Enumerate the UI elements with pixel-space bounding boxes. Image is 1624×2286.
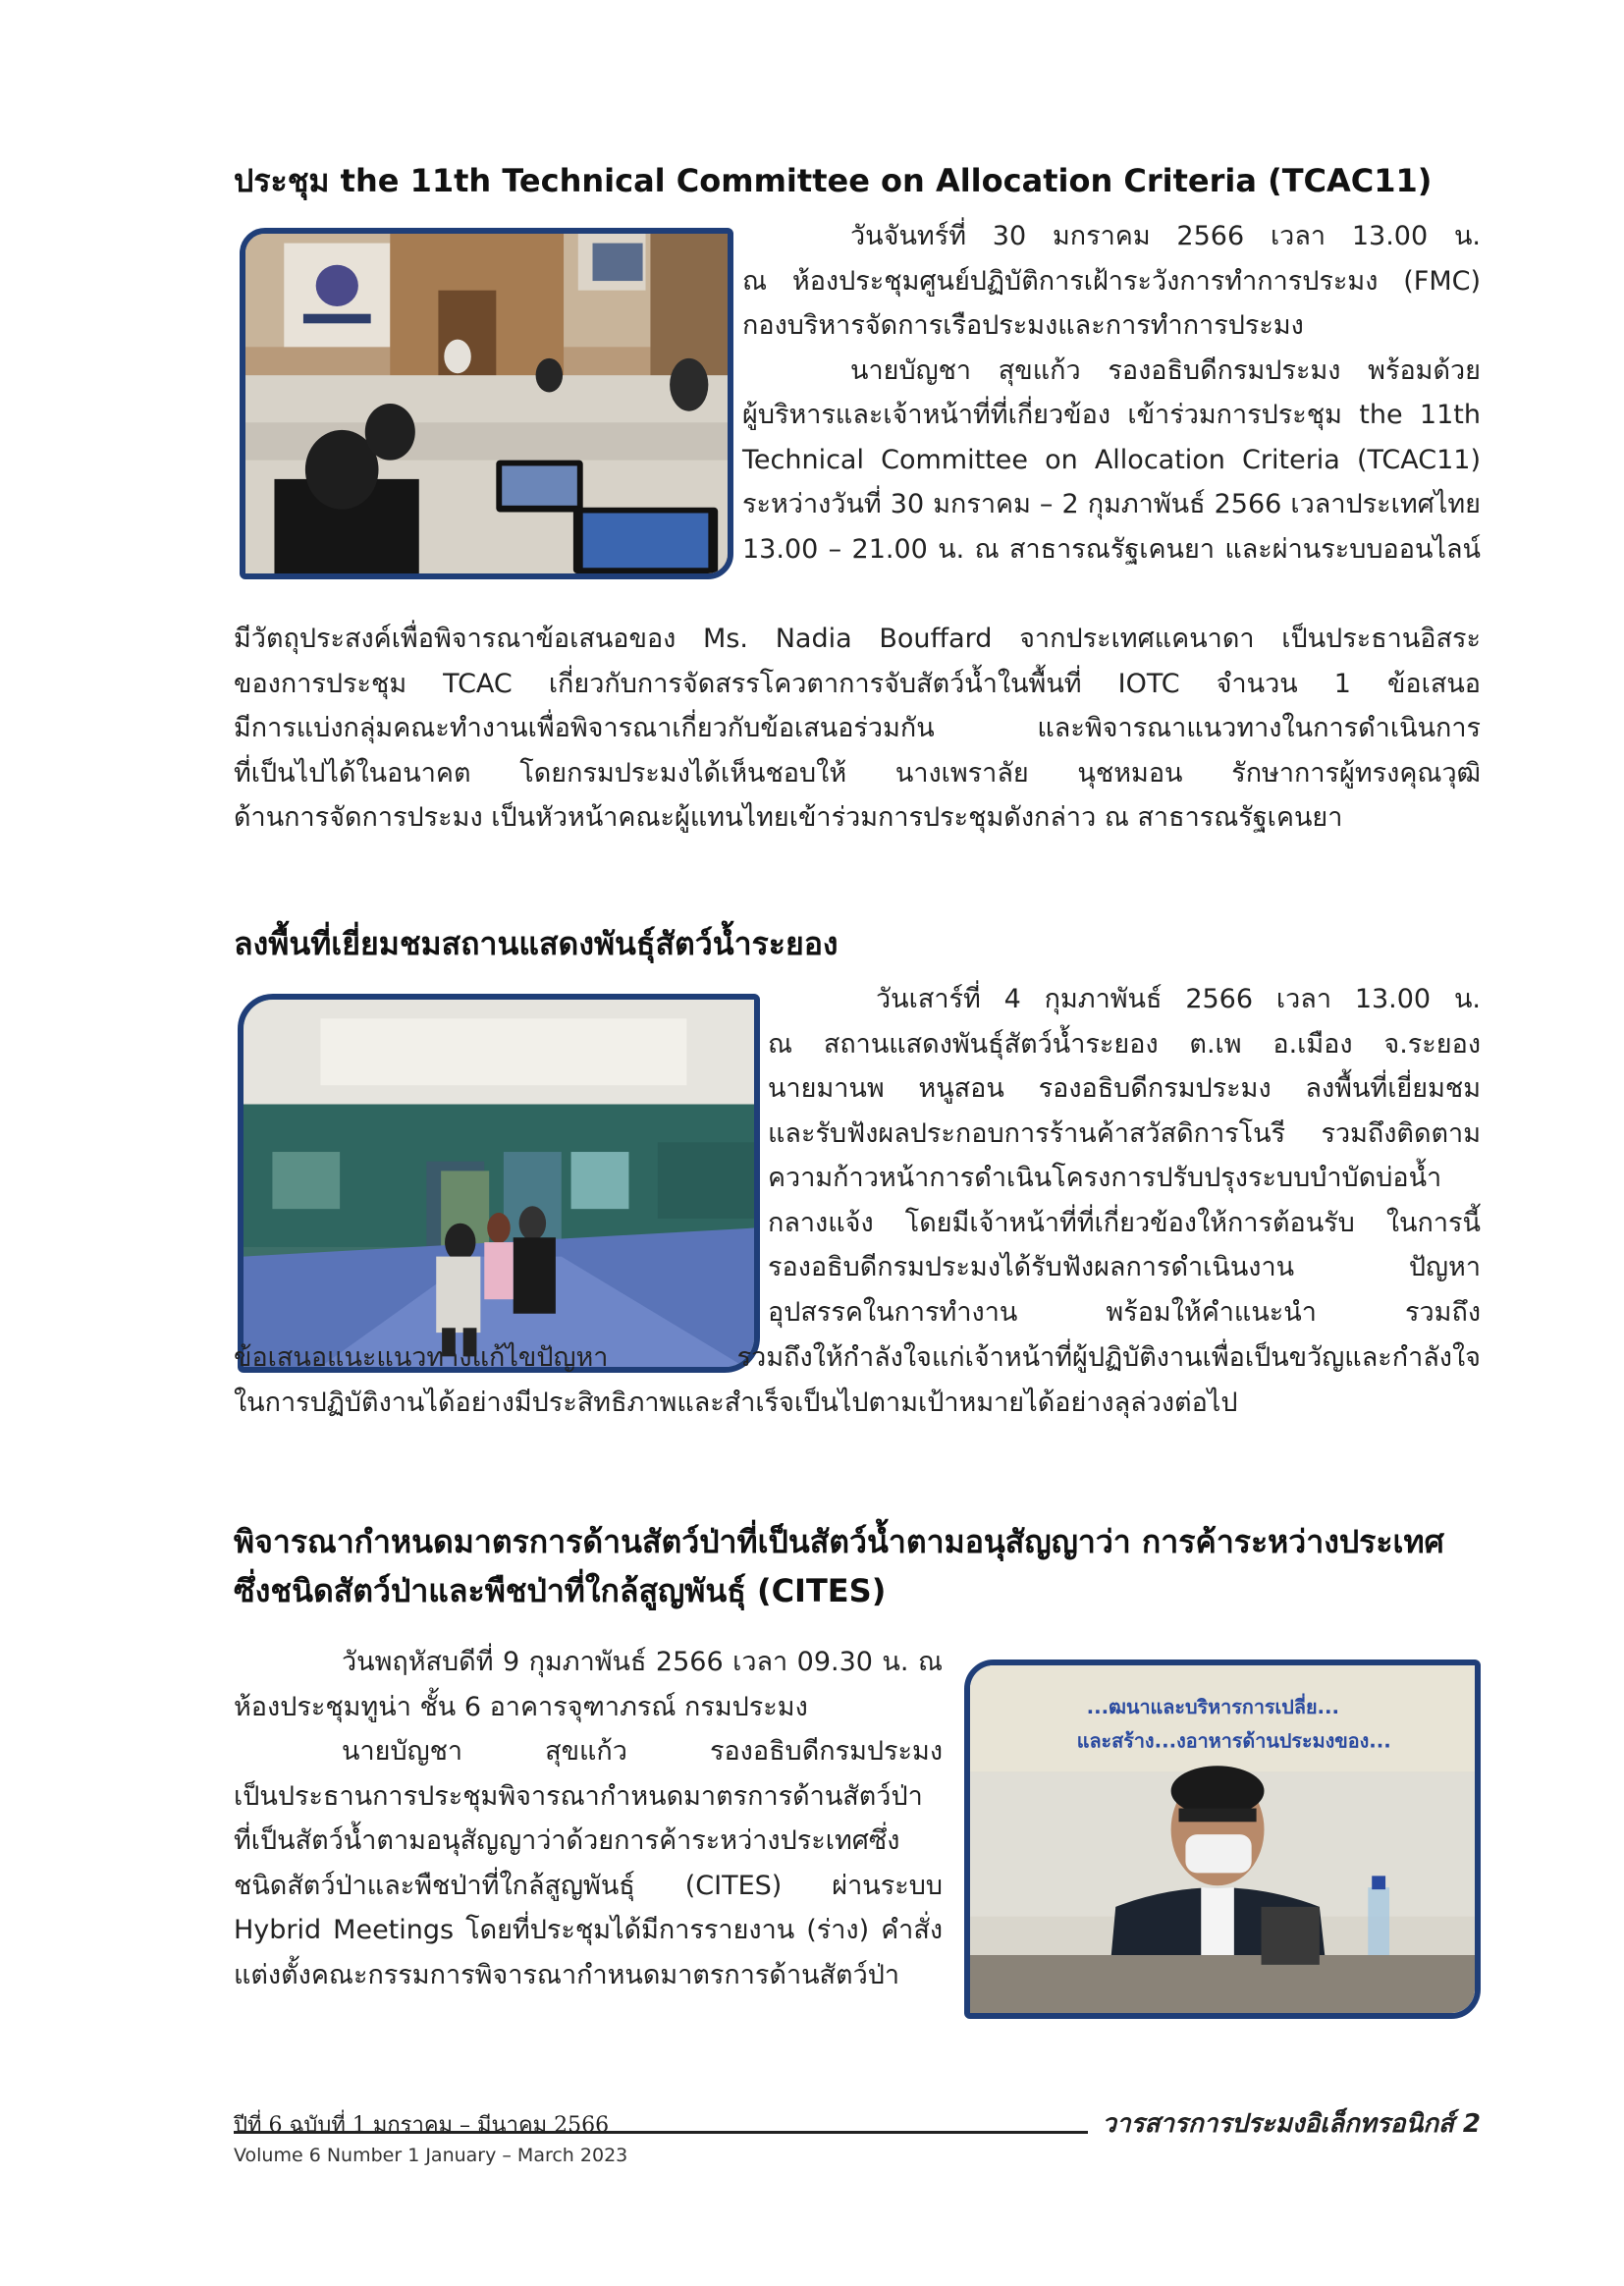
section-heading-rayong: ลงพื้นที่เยี่ยมชมสถานแสดงพันธุ์สัตว์น้ำระยอง bbox=[234, 925, 839, 962]
text-line: นายบัญชา สุขแก้ว รองอธิบดีกรมประมง พร้อมด้วย bbox=[850, 354, 1481, 386]
page-number: 2 bbox=[1462, 2109, 1481, 2139]
text-line: ผู้บริหารและเจ้าหน้าที่ที่เกี่ยวข้อง เข้าร่วมการประชุม the 11th bbox=[742, 400, 1481, 430]
section-heading-tcac11: ประชุม the 11th Technical Committee on Allocation Criteria (TCAC11) bbox=[234, 162, 1433, 199]
footer-issue-english: Volume 6 Number 1 January – March 2023 bbox=[234, 2145, 628, 2166]
footer-journal-title bbox=[1088, 2103, 1481, 2144]
text-line: ข้อเสนอแนะแนวทางแก้ไขปัญหา รวมถึงให้กำลังใจแก่เจ้าหน้าที่ผู้ปฏิบัติงานเพื่อเป็นขวัญและกำลังใจ bbox=[234, 1342, 1481, 1373]
text-line: อุปสรรคในการทำงาน พร้อมให้คำแนะนำ รวมถึง bbox=[768, 1296, 1481, 1328]
footer-issue-thai: ปีที่ 6 ฉบับที่ 1 มกราคม – มีนาคม 2566 bbox=[234, 2113, 610, 2138]
speaker-illustration bbox=[970, 1665, 1475, 2013]
section2-full-text bbox=[234, 1335, 1481, 1425]
text-line: กลางแจ้ง โดยมีเจ้าหน้าที่ที่เกี่ยวข้องให้การต้อนรับ ในการนี้ bbox=[768, 1207, 1481, 1238]
text-line: ณ สถานแสดงพันธุ์สัตว์น้ำระยอง ต.เพ อ.เมือง จ.ระยอง bbox=[768, 1028, 1481, 1060]
aquarium-photo bbox=[238, 994, 760, 1373]
text-line: ความก้าวหน้าการดำเนินโครงการปรับปรุงระบบบำบัดบ่อน้ำ bbox=[768, 1163, 1442, 1193]
text-line: วันพฤหัสบดีที่ 9 กุมภาพันธ์ 2566 เวลา 09.30 น. ณ bbox=[342, 1647, 943, 1677]
text-line: และรับฟังผลประกอบการร้านค้าสวัสดิการโนรี รวมถึงติดตาม bbox=[768, 1117, 1481, 1149]
text-line: ในการปฏิบัติงานได้อย่างมีประสิทธิภาพและสำเร็จเป็นไปตามเป้าหมายได้อย่างลุล่วงต่อไป bbox=[234, 1387, 1238, 1418]
banner-text-2: และสร้าง...งอาหารด้านประมงของ... bbox=[1076, 1729, 1391, 1753]
text-line: 13.00 – 21.00 น. ณ สาธารณรัฐเคนยา และผ่านระบบออนไลน์ bbox=[742, 533, 1481, 565]
text-line: วันจันทร์ที่ 30 มกราคม 2566 เวลา 13.00 น. bbox=[850, 221, 1481, 251]
section3-wrap-text bbox=[234, 1640, 943, 1997]
banner-text-1: ...ฒนาและบริหารการเปลี่ย... bbox=[1086, 1696, 1340, 1719]
text-line: วันเสาร์ที่ 4 กุมภาพันธ์ 2566 เวลา 13.00 น. bbox=[876, 984, 1481, 1014]
text-line: ณ ห้องประชุมศูนย์ปฏิบัติการเฝ้าระวังการทำการประมง (FMC) bbox=[742, 265, 1481, 297]
text-line: เป็นประธานการประชุมพิจารณากำหนดมาตรการด้านสัตว์ป่า bbox=[234, 1780, 923, 1812]
text-line: รองอธิบดีกรมประมงได้รับฟังผลการดำเนินงาน ปัญหา bbox=[768, 1252, 1481, 1282]
meeting-room-illustration bbox=[245, 234, 728, 573]
text-line: ของการประชุม TCAC เกี่ยวกับการจัดสรรโควตาการจับสัตว์น้ำในพื้นที่ IOTC จำนวน 1 ข้อเสนอ bbox=[234, 668, 1481, 699]
text-line: ห้องประชุมทูน่า ชั้น 6 อาคารจุฑาภรณ์ กรมประมง bbox=[234, 1691, 808, 1722]
text-line: นายมานพ หนูสอน รองอธิบดีกรมประมง ลงพื้นที่เยี่ยมชม bbox=[768, 1073, 1481, 1104]
cites-meeting-photo bbox=[964, 1660, 1481, 2019]
text-line: มีการแบ่งกลุ่มคณะทำงานเพื่อพิจารณาเกี่ยวกับข้อเสนอร่วมกัน และพิจารณาแนวทางในการดำเนินการ bbox=[234, 713, 1481, 743]
text-line: ที่เป็นไปได้ในอนาคต โดยกรมประมงได้เห็นชอบให้ นางเพราลัย นุชหมอน รักษาการผู้ทรงคุณวุฒิ bbox=[234, 757, 1481, 789]
meeting-photo bbox=[240, 228, 733, 579]
text-line: กองบริหารจัดการเรือประมงและการทำการประมง bbox=[742, 310, 1304, 341]
text-line: Technical Committee on Allocation Criteria (TCAC11) bbox=[742, 444, 1481, 475]
text-line: นายบัญชา สุขแก้ว รองอธิบดีกรมประมง bbox=[342, 1736, 943, 1767]
text-line: แต่งตั้งคณะกรรมการพิจารณากำหนดมาตรการด้านสัตว์ป่า bbox=[234, 1959, 900, 1990]
text-line: ที่เป็นสัตว์น้ำตามอนุสัญญาว่าด้วยการค้าระหว่างประเทศซึ่ง bbox=[234, 1825, 900, 1856]
text-line: มีวัตถุประสงค์เพื่อพิจารณาข้อเสนอของ Ms. Nadia Bouffard จากประเทศแคนาดา เป็นประธานอิสระ bbox=[234, 624, 1481, 654]
section1-full-text bbox=[234, 617, 1481, 841]
section1-wrap-text bbox=[742, 214, 1481, 572]
text-line: ชนิดสัตว์ป่าและพืชป่าที่ใกล้สูญพันธุ์ (CITES) ผ่านระบบ bbox=[234, 1870, 943, 1901]
section2-wrap-text bbox=[768, 977, 1481, 1334]
aquarium-illustration bbox=[244, 1000, 754, 1367]
text-line: Hybrid Meetings โดยที่ประชุมได้มีการรายงาน (ร่าง) คำสั่ง bbox=[234, 1915, 943, 1945]
text-line: ด้านการจัดการประมง เป็นหัวหน้าคณะผู้แทนไทยเข้าร่วมการประชุมดังกล่าว ณ สาธารณรัฐเคนยา bbox=[234, 802, 1343, 833]
journal-name: วารสารการประมงอิเล็กทรอนิกส์ bbox=[1102, 2109, 1454, 2139]
text-line: ระหว่างวันที่ 30 มกราคม – 2 กุมภาพันธ์ 2566 เวลาประเทศไทย bbox=[742, 489, 1481, 519]
section-heading-cites-1: พิจารณากำหนดมาตรการด้านสัตว์ป่าที่เป็นสัตว์น้ำตามอนุสัญญาว่า การค้าระหว่างประเทศ bbox=[234, 1523, 1444, 1560]
section-heading-cites-2: ซึ่งชนิดสัตว์ป่าและพืชป่าที่ใกล้สูญพันธุ์ (CITES) bbox=[234, 1572, 887, 1609]
